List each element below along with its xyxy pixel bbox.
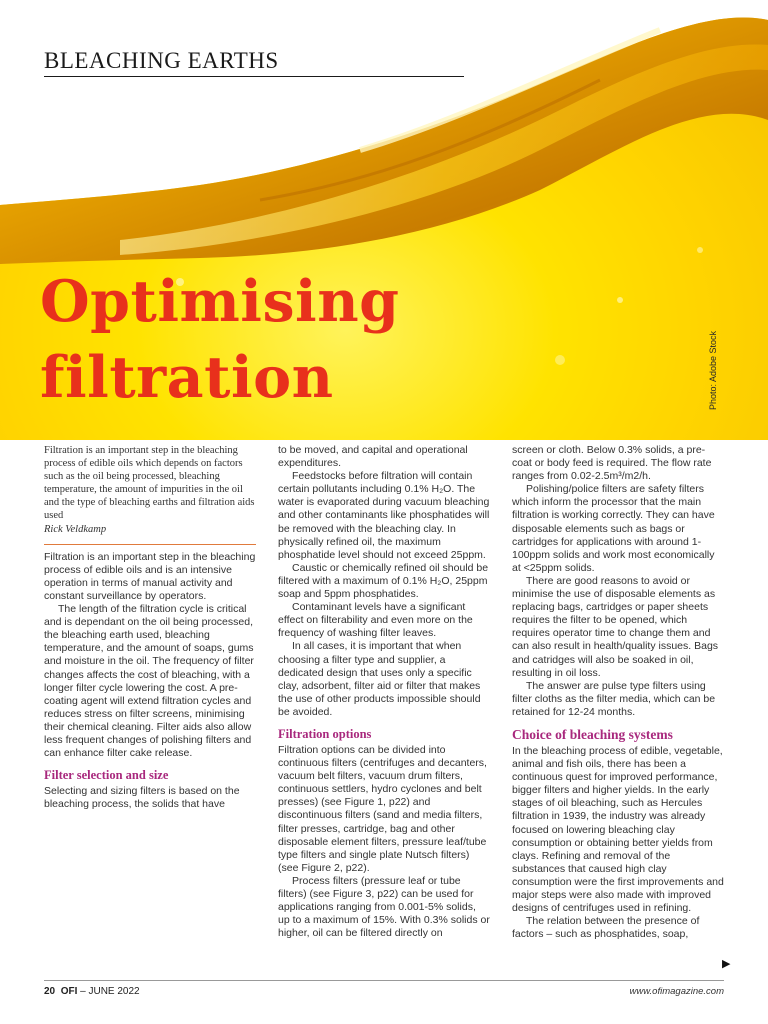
standfirst: Filtration is an important step in the bleaching process of edible oils which depends on factors such as the oil being processed, bleaching temperature, the amount of impurities in the oil and the type of bleaching earths and filtration aids used <box>44 445 255 522</box>
page-number: 20 <box>44 986 56 997</box>
body-paragraph: Selecting and sizing filters is based on the bleaching process, the solids that have <box>44 785 240 811</box>
body-paragraph: The answer are pulse type filters using filter cloths as the filter media, which can be retained for 12-24 months. <box>512 679 716 718</box>
footer-left <box>44 986 140 997</box>
body-paragraph: Contaminant levels have a significant effect on filterability and even more on the frequency of washing filter leaves. <box>278 601 473 640</box>
body-paragraph: In all cases, it is important that when choosing a filter type and supplier, a dedicated design that uses only a specific clay, adsorbent, filter aid or filter that makes the use of other products impossible should be avoided. <box>278 640 481 718</box>
headline-line-2: filtration <box>40 344 334 411</box>
footer-rule <box>44 980 724 981</box>
headline <box>40 264 400 416</box>
body-paragraph: Process filters (pressure leaf or tube filters) (see Figure 3, p22) can be used for applications ranging from 0.001-5% solids, up to a maximum of 15%. With 0.3% solids or higher, oil can be filtered directly on <box>278 874 490 940</box>
body-paragraph: Filtration is an important step in the bleaching process of edible oils and is an intensive operation in terms of manual activity and constant surveillance by operators. <box>44 550 256 602</box>
section-rule <box>44 76 464 77</box>
issue-date: – JUNE 2022 <box>80 986 140 997</box>
body-paragraph: In the bleaching process of edible, vegetable, animal and fish oils, there has been a continuous quest for improved performance, bigger filters and higher yields. In the early stages of oil bleaching, such as Hercules filtration in 1939, the industry was already focused on lowering bleaching clay consumption or obtaining better yields from clays. Refining and removal of the substances that caused high clay consumption were the first improvements and major steps were also made with improved designs of centrifuges used in refining. <box>512 744 724 915</box>
subheading-filtration-options: Filtration options <box>278 726 372 741</box>
byline-divider <box>44 544 256 545</box>
body-paragraph: The length of the filtration cycle is critical and is dependant on the oil being processed, the bleaching earth used, bleaching temperature, and the amount of soaps, gums and moisture in the oil. The frequency of filter changes affects the cost of bleaching, with a longer filter cycle lowering the cost. A pre-coating agent will extend filtration cycles and reduces stress on filter screens, minimising their chemical cleaning. Filter aids also allow less frequent changes of polishing filters and can enhance filter cake release. <box>44 603 254 760</box>
body-paragraph: Polishing/police filters are safety filters which inform the processor that the main filtration is working correctly. They can have disposable elements such as bags or cartridges for applications with around 1-100ppm solids and work most economically at <25ppm solids. <box>512 483 715 574</box>
column-2 <box>278 444 490 940</box>
magazine-name: OFI <box>60 986 78 997</box>
body-paragraph: Caustic or chemically refined oil should be filtered with a maximum of 0.1% H₂O, 25ppm soap and 5ppm phosphatides. <box>278 561 489 601</box>
column-1 <box>44 444 256 811</box>
subheading-choice-of-bleaching: Choice of bleaching systems <box>512 726 673 742</box>
magazine-url-link[interactable]: www.ofimagazine.com <box>629 986 724 997</box>
body-paragraph: The relation between the presence of factors – such as phosphatides, soap, <box>512 915 700 941</box>
hero-image <box>0 0 768 440</box>
body-paragraph: Feedstocks before filtration will contain certain pollutants including 0.1% H₂O. The water is evaporated during vacuum bleaching and other contaminants like phosphatides will be removed with the bleaching clay. In physically refined oil, the maximum phosphatide level should not exceed 25ppm. <box>278 470 490 561</box>
headline-line-1: Optimising <box>40 268 400 335</box>
author-byline: Rick Veldkamp <box>44 523 107 535</box>
subheading-filter-selection: Filter selection and size <box>44 768 169 783</box>
continue-arrow-icon: ▶ <box>722 958 731 970</box>
body-paragraph: There are good reasons to avoid or minimise the use of disposable elements as replacing bags, cartridges or paper sheets requires the filter to be opened, which requires operator time to change them and can also result in health/quality issues. Bags and catridges will also be soaked in oil, resulting in oil loss. <box>512 574 719 679</box>
column-3 <box>512 444 724 941</box>
body-paragraph: screen or cloth. Below 0.3% solids, a pre-coat or body feed is required. The flow rate ranges from 0.02-2.5m³/m2/h. <box>512 444 712 483</box>
body-paragraph: to be moved, and capital and operational expenditures. <box>278 444 468 470</box>
body-paragraph: Filtration options can be divided into continuous filters (centrifuges and decanters, vacuum belt filters, vacuum drum filters, continuous settlers, hydro cyclones and belt presses) (see Figure 1, p22) and discontinuous filters (sand and media filters, filter presses, cartridge, bag and other disposable element filters, pressure leaf/tube type filters and single plate Nutsch filters) (see Figure 2, p22). <box>278 743 487 874</box>
section-title: BLEACHING EARTHS <box>44 48 279 73</box>
photo-credit: Photo: Adobe Stock <box>708 330 718 410</box>
